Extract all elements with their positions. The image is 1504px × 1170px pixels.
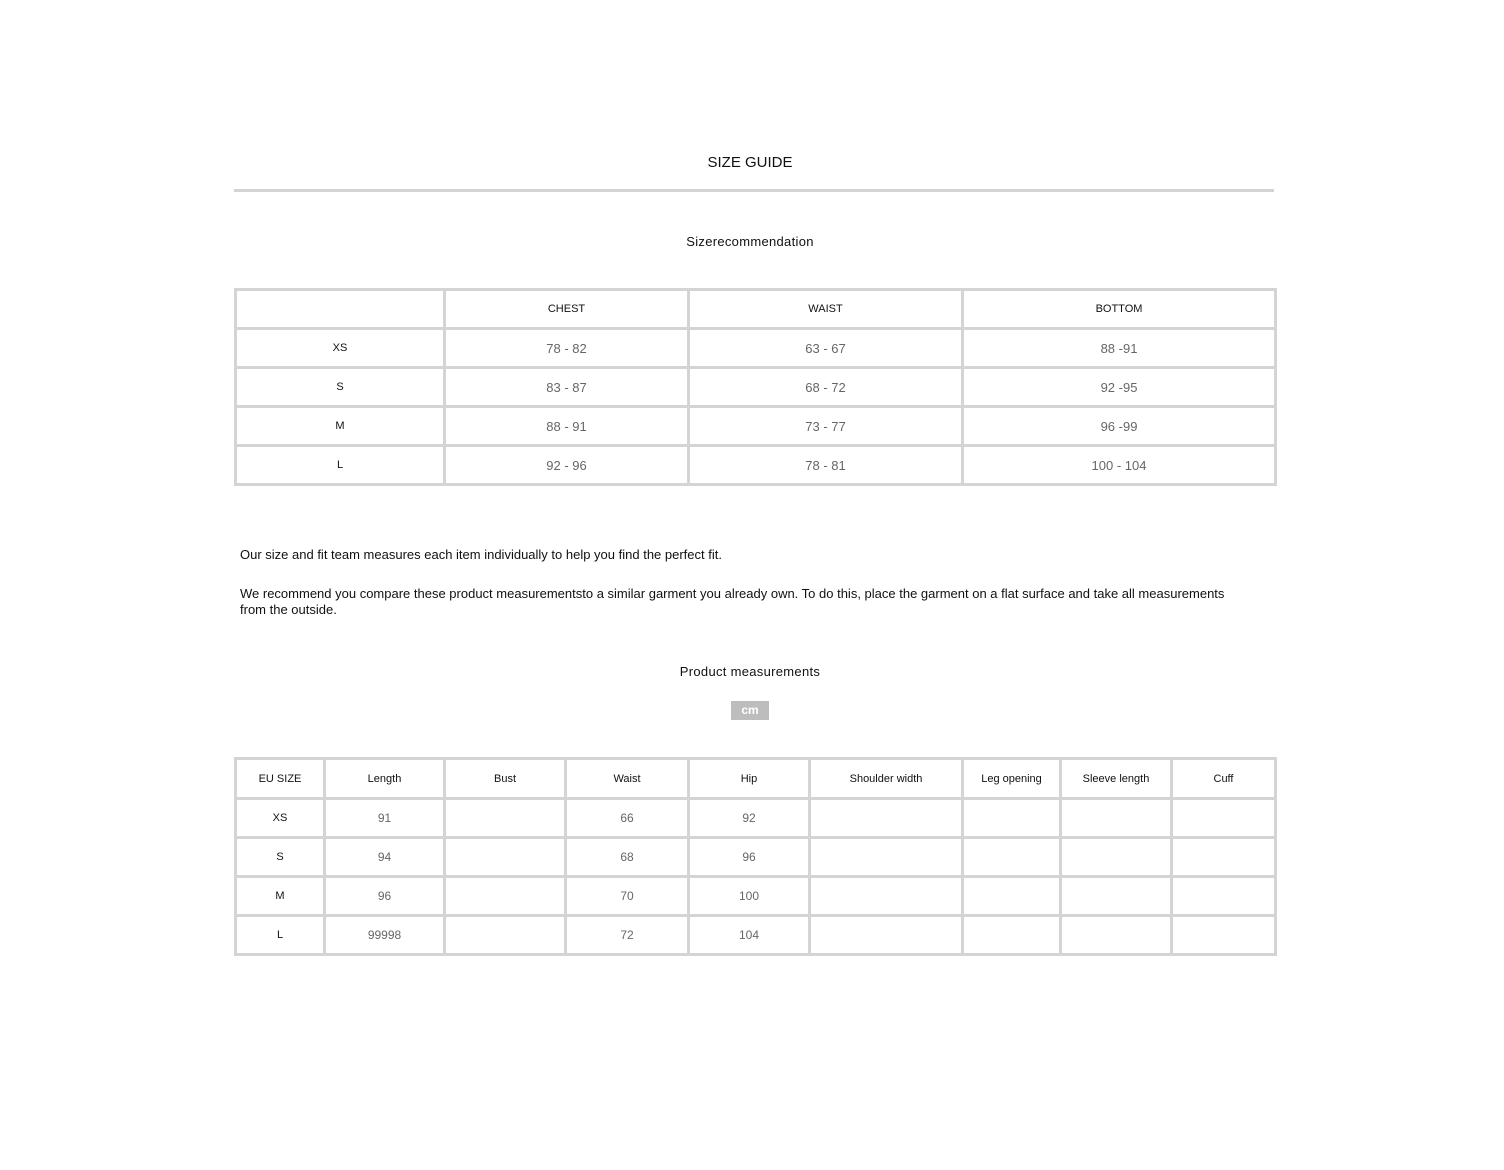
column-header-sleeve-length: Sleeve length	[1061, 759, 1172, 799]
table-row	[236, 838, 1276, 877]
table-header-row	[236, 759, 1276, 799]
table-row	[236, 407, 1276, 446]
bust-value	[445, 877, 566, 916]
chest-value: 88 - 91	[445, 407, 689, 446]
recommendation-heading: Sizerecommendation	[686, 234, 814, 249]
cuff-value	[1172, 799, 1276, 838]
length-value: 99998	[325, 916, 445, 955]
table-row	[236, 329, 1276, 368]
table-row	[236, 368, 1276, 407]
hip-value: 100	[689, 877, 810, 916]
waist-value: 66	[566, 799, 689, 838]
column-header-cuff: Cuff	[1172, 759, 1276, 799]
bust-value	[445, 916, 566, 955]
size-label: M	[236, 407, 445, 446]
compare-note: We recommend you compare these product measurementsto a similar garment you already own. To do this, place the garment on a flat surface and take all measurements from the outside.	[240, 586, 1225, 617]
bust-value	[445, 799, 566, 838]
size-label: S	[236, 838, 325, 877]
length-value: 91	[325, 799, 445, 838]
title-divider	[234, 189, 1274, 192]
waist-value: 63 - 67	[689, 329, 963, 368]
size-label: S	[236, 368, 445, 407]
page-title: SIZE GUIDE	[707, 154, 793, 171]
bottom-value: 96 -99	[963, 407, 1276, 446]
fit-team-note: Our size and fit team measures each item individually to help you find the perfect fit.	[240, 547, 722, 562]
length-value: 96	[325, 877, 445, 916]
leg-opening-value	[963, 799, 1061, 838]
size-label: L	[236, 916, 325, 955]
waist-value: 68 - 72	[689, 368, 963, 407]
sleeve-length-value	[1061, 799, 1172, 838]
shoulder-width-value	[810, 916, 963, 955]
waist-value: 70	[566, 877, 689, 916]
chest-value: 78 - 82	[445, 329, 689, 368]
column-header-eu-size: EU SIZE	[236, 759, 325, 799]
cuff-value	[1172, 877, 1276, 916]
waist-value: 72	[566, 916, 689, 955]
table-row	[236, 446, 1276, 485]
column-header-bust: Bust	[445, 759, 566, 799]
chest-value: 83 - 87	[445, 368, 689, 407]
leg-opening-value	[963, 838, 1061, 877]
hip-value: 92	[689, 799, 810, 838]
column-header-waist: WAIST	[689, 290, 963, 329]
column-header-waist: Waist	[566, 759, 689, 799]
table-row	[236, 877, 1276, 916]
bottom-value: 88 -91	[963, 329, 1276, 368]
waist-value: 78 - 81	[689, 446, 963, 485]
waist-value: 68	[566, 838, 689, 877]
hip-value: 96	[689, 838, 810, 877]
size-label: M	[236, 877, 325, 916]
shoulder-width-value	[810, 799, 963, 838]
shoulder-width-value	[810, 838, 963, 877]
column-header-leg-opening: Leg opening	[963, 759, 1061, 799]
table-header-row	[236, 290, 1276, 329]
shoulder-width-value	[810, 877, 963, 916]
waist-value: 73 - 77	[689, 407, 963, 446]
sleeve-length-value	[1061, 877, 1172, 916]
measurements-heading: Product measurements	[679, 664, 821, 679]
size-label: XS	[236, 329, 445, 368]
size-label: XS	[236, 799, 325, 838]
chest-value: 92 - 96	[445, 446, 689, 485]
table-row	[236, 916, 1276, 955]
column-header-size	[236, 290, 445, 329]
bottom-value: 100 - 104	[963, 446, 1276, 485]
unit-toggle-cm[interactable]: cm	[731, 701, 769, 720]
column-header-bottom: BOTTOM	[963, 290, 1276, 329]
column-header-shoulder-width: Shoulder width	[810, 759, 963, 799]
product-measurements-table	[234, 757, 1277, 956]
size-label: L	[236, 446, 445, 485]
table-row	[236, 799, 1276, 838]
sleeve-length-value	[1061, 838, 1172, 877]
leg-opening-value	[963, 916, 1061, 955]
length-value: 94	[325, 838, 445, 877]
cuff-value	[1172, 916, 1276, 955]
column-header-chest: CHEST	[445, 290, 689, 329]
size-recommendation-table	[234, 288, 1277, 486]
bottom-value: 92 -95	[963, 368, 1276, 407]
leg-opening-value	[963, 877, 1061, 916]
column-header-hip: Hip	[689, 759, 810, 799]
column-header-length: Length	[325, 759, 445, 799]
sleeve-length-value	[1061, 916, 1172, 955]
cuff-value	[1172, 838, 1276, 877]
bust-value	[445, 838, 566, 877]
hip-value: 104	[689, 916, 810, 955]
